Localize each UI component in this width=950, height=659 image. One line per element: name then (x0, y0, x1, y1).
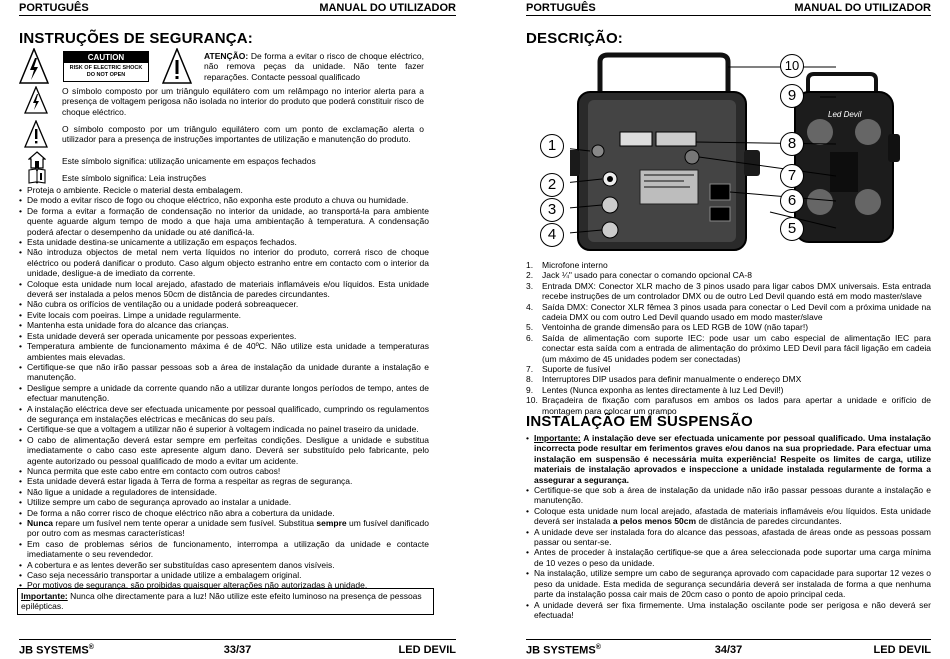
list-item: • Coloque esta unidade num local arejado, afastado de materiais inflamáveis e/ou líquidos. Esta unidade deverá ser instalada a pelos menos 50cm de distância de paredes circundantes. (19, 279, 429, 300)
lightning-warning-icon (19, 48, 49, 84)
list-item: • Não ligue a unidade a reguladores de intensidade. (19, 487, 429, 497)
callout-10: 10 (780, 54, 804, 78)
footer-page-number: 33/37 (223, 644, 252, 656)
page-header (19, 0, 456, 16)
list-item: • A unidade deve ser instalada fora do alcance das pessoas, afastada de áreas onde as pessoas possam passar ou sentar-se. (526, 527, 931, 548)
symbol-lightning-text: O símbolo composto por um triângulo equilátero com um relâmpago no interior alerta para a presença de voltagem perigosa não isolada no interior do produto que poderá constituir risco de choque eléctrico. (62, 86, 424, 117)
symbol-read-text: Este símbolo significa: Leia instruções (62, 173, 207, 183)
list-item: 3. Entrada DMX: Conector XLR macho de 3 pinos usado para ligar cabos DMX universais. Esta entrada recebe instruções de um controlador DMX ou de outro Led Devil quando está em modo master/slave (526, 280, 931, 302)
list-item: • Nunca permita que este cabo entre em contacto com outros cabos! (19, 466, 429, 476)
page-footer (19, 639, 456, 659)
description-heading: DESCRIÇÃO: (526, 30, 624, 47)
footer-page-number: 34/37 (714, 644, 743, 656)
list-item: 5. Ventoinha de grande dimensão para os LED RGB de 10W (não tapar!) (526, 322, 809, 333)
callout-9: 9 (780, 84, 804, 108)
caution-sub1: RISK OF ELECTRIC SHOCK (69, 65, 143, 71)
product-badge: Led Devil (828, 110, 862, 119)
list-item: • Certifique-se que não irão passar pessoas sob a área de instalação da unidade durante a instalação e manutenção. (19, 362, 429, 383)
list-item: 8. Interruptores DIP usados para definir manualmente o endereço DMX (526, 374, 802, 385)
callout-8: 8 (780, 132, 804, 156)
right-page (475, 0, 950, 659)
header-language: PORTUGUÊS (19, 2, 89, 14)
list-item: • A instalação eléctrica deve ser efectuada unicamente por pessoal qualificado, cumprindo os regulamentos de segurança em instalações eléctricas e mecânicas do seu país. (19, 404, 429, 425)
indoor-use-icon (28, 151, 46, 169)
list-item-important: • Importante: A instalação deve ser efectuada unicamente por pessoal qualificado. Uma instalação incorrecta pode resultar em ferimentos graves e/ou danos na sua propriedade. Para efectuar uma instalação em suspensão é necessária muita experiência! Respeite os limites de carga, utilize materiais de instalação aprovados e inspeccione a unidade instalada regularmente de forma a assegurar a segurança. (526, 433, 931, 485)
safety-heading: INSTRUÇÕES DE SEGURANÇA: (19, 30, 253, 47)
footer-product: LED DEVIL (398, 644, 456, 656)
lightning-triangle-icon (24, 86, 48, 114)
list-item: • Esta unidade destina-se unicamente a utilização em espaços fechados. (19, 237, 429, 247)
list-item: • O cabo de alimentação deverá estar sempre em perfeitas condições. Desligue a unidade e substitua imediatamente o cabo caso este apresente algum dano. Deverá ser substituído pelo fabricante, pelo agente autorizado ou pessoal qualificado de modo a evitar um acidente. (19, 435, 429, 466)
list-item: 10. Braçadeira de fixação com parafusos em ambos os lados para apertar a unidade e orifício de montagem para colocar um grampo (526, 395, 931, 416)
list-item-fuse: • Nunca repare um fusível nem tente operar a unidade sem fusível. Substitua sempre um fusível danificado por outro com as mesmas características! (19, 518, 429, 539)
list-item: • Antes de proceder à instalação certifique-se que a área seleccionada pode suportar uma carga mínima de 10 vezes o peso da unidade. (526, 547, 931, 568)
footer-brand: JB SYSTEMS® (526, 644, 601, 657)
symbol-indoor-text: Este símbolo significa: utilização unicamente em espaços fechados (62, 156, 316, 166)
caution-box (63, 51, 149, 82)
list-item: • Desligue sempre a unidade da corrente quando não a utilizar durante longos períodos de tempo, antes de efectuar manutenção. (19, 383, 429, 404)
read-instructions-icon (28, 168, 46, 184)
list-item: • Temperatura ambiente de funcionamento máxima é de 40ºC. Não utilize esta unidade a temperaturas ambientes mais elevadas. (19, 341, 429, 362)
list-item: 4. Saída DMX: Conector XLR fêmea 3 pinos usada para conectar o Led Devil com a próxima unidade na cadeia DMX ou com outro Led Devil quando usado em modo master/slave (526, 301, 931, 323)
list-item: • Utilize sempre um cabo de segurança aprovado ao instalar a unidade. (19, 497, 429, 507)
list-item: • Certifique-se que sob a área de instalação da unidade não irão passar pessoas durante a instalação e manutenção. (526, 485, 931, 506)
list-item: • Em caso de problemas sérios de funcionamento, interrompa a utilização da unidade e contacte imediatamente o seu revendedor. (19, 539, 429, 560)
installation-heading: INSTALAÇÃO EM SUSPENSÃO (526, 413, 753, 430)
page-header (526, 0, 931, 16)
caution-sub2: DO NOT OPEN (86, 72, 126, 78)
important-label: Importante: (21, 591, 68, 601)
atencao-text: ATENÇÃO: De forma a evitar o risco de choque eléctrico, não remova peças da unidade. Não tente fazer reparações. Contacte pessoal qualificado (204, 51, 424, 82)
callout-7: 7 (780, 164, 804, 188)
list-item: 7. Suporte de fusível (526, 364, 611, 375)
footer-product: LED DEVIL (873, 644, 931, 656)
header-language: PORTUGUÊS (526, 2, 596, 14)
header-title: MANUAL DO UTILIZADOR (319, 2, 456, 14)
list-item: • Certifique-se que a voltagem a utilizar não é superior à voltagem indicada no painel traseiro da unidade. (19, 424, 429, 434)
product-photo (570, 52, 900, 256)
list-item: • Proteja o ambiente. Recicle o material desta embalagem. (19, 185, 429, 195)
callout-6: 6 (780, 189, 804, 213)
list-item: 1. Microfone interno (526, 260, 608, 270)
list-item: • Esta unidade deverá ser operada unicamente por pessoas experientes. (19, 331, 429, 341)
header-title: MANUAL DO UTILIZADOR (794, 2, 931, 14)
callout-3: 3 (540, 198, 564, 222)
atencao-label: ATENÇÃO: (204, 51, 249, 61)
list-item: • A cobertura e as lentes deverão ser substituídas caso apresentem danos visíveis. (19, 560, 429, 570)
list-item: • Por motivos de segurança, são proibidas quaisquer alterações não autorizadas à unidade. (19, 580, 429, 590)
callout-1: 1 (540, 134, 564, 158)
footer-brand: JB SYSTEMS® (19, 644, 94, 657)
list-item: • Não cubra os orifícios de ventilação ou a unidade poderá sobreaquecer. (19, 299, 429, 309)
list-item: • De forma a não correr risco de choque eléctrico não abra a cobertura da unidade. (19, 508, 429, 518)
list-item: • Na instalação, utilize sempre um cabo de segurança aprovado com capacidade para suportar 12 vezes o peso da unidade. Esta medida de segurança secundária deverá ser instalada de forma a que nenhuma parte da instalação possa cair mais de 20cm caso o ponto de apoio principal ceda. (526, 568, 931, 599)
list-item: 9. Lentes (Nunca exponha as lentes directamente à luz Led Devil!) (526, 384, 784, 395)
list-item: • Coloque esta unidade num local arejado, afastada de materiais inflamáveis e/ou líquidos. Esta unidade deverá ser instalada a pelos menos 50cm de distância de paredes circundantes. (526, 506, 931, 527)
list-item: • De modo a evitar risco de fogo ou choque eléctrico, não exponha este produto a chuva ou humidade. (19, 195, 429, 205)
page-footer (526, 639, 931, 659)
installation-list (526, 433, 931, 620)
list-item: • A unidade deverá ser fixa firmemente. Uma instalação oscilante pode ser perigosa e não deverá ser efectuada! (526, 600, 931, 621)
list-item: • Esta unidade deverá estar ligada à Terra de forma a respeitar as regras de segurança. (19, 476, 429, 486)
list-item: • Não introduza objectos de metal nem verta líquidos no interior do produto, correrá risco de choque eléctrico ou poderá danificar o produto. Caso algum objecto estranho entre em contacto com o interior da unidade, desligue-a de imediato da corrente. (19, 247, 429, 278)
caution-title: CAUTION (64, 52, 148, 63)
list-item: 2. Jack ¼" usado para conectar o comando opcional CA-8 (526, 270, 752, 281)
callout-2: 2 (540, 173, 564, 197)
description-list (526, 260, 931, 416)
callout-4: 4 (540, 223, 564, 247)
symbol-exclamation-text: O símbolo composto por um triângulo equilátero com um ponto de exclamação alerta o utilizador para a presença de instruções importantes de utilização e manutenção do produto. (62, 124, 424, 145)
exclamation-triangle-icon (24, 120, 48, 148)
list-item: • Evite locais com poeiras. Limpe a unidade regularmente. (19, 310, 429, 320)
safety-bullet-list (19, 185, 429, 591)
exclamation-warning-icon (162, 48, 192, 84)
list-item: • Caso seja necessário transportar a unidade utilize a embalagem original. (19, 570, 429, 580)
list-item: • De forma a evitar a formação de condensação no interior da unidade, ao transportá-la para ambiente quente aguarde algum tempo de modo a que haja uma ambientação à temperatura. A condensação poderá afectar o desempenho da unidade ou até danificá-la. (19, 206, 429, 237)
list-item: 6. Saída de alimentação com suporte IEC: pode usar um cabo especial de alimentação IEC para conectar esta saída com a entrada de alimentação do próximo LED Devil para fácil ligação em cadeia (um máximo de 45 unidades podem ser conectadas) (526, 332, 931, 364)
caution-label (19, 48, 191, 84)
callout-5: 5 (780, 217, 804, 241)
list-item: • Mantenha esta unidade fora do alcance das crianças. (19, 320, 429, 330)
important-box: Importante: Nunca olhe directamente para a luz! Não utilize este efeito luminoso na presença de pessoas epilépticas. (17, 588, 434, 615)
